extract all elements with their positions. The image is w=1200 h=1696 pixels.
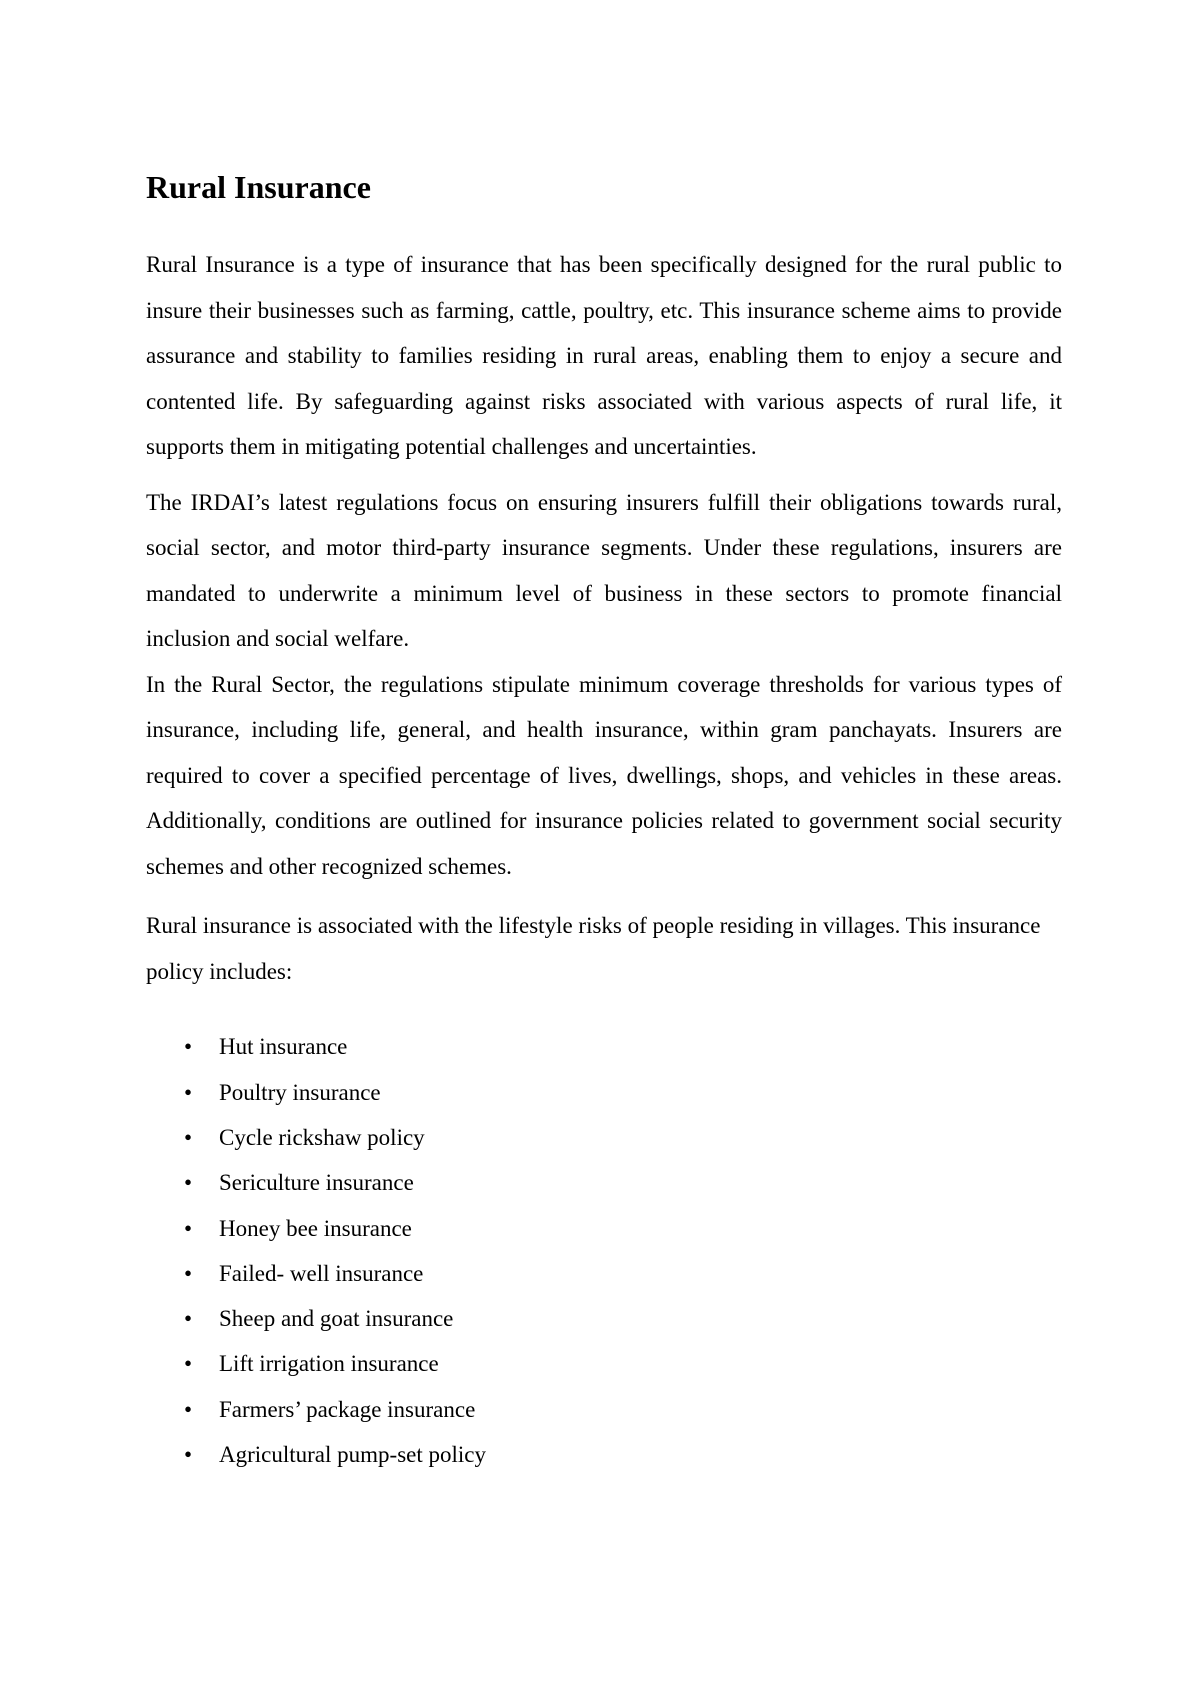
list-item <box>146 1024 1062 1069</box>
list-item <box>146 1160 1062 1205</box>
intro-paragraph: Rural Insurance is a type of insurance that has been specifically designed for the rural public to insure their businesses such as farming, cattle, poultry, etc. This insurance scheme aims to provide assurance and stability to families residing in rural areas, enabling them to enjoy a secure and contented life. By safeguarding against risks associated with various aspects of rural life, it supports them in mitigating potential challenges and uncertainties. <box>146 252 1062 460</box>
bullet-icon: • <box>184 1351 193 1377</box>
bullet-icon: • <box>184 1034 193 1060</box>
list-item <box>146 1387 1062 1432</box>
list-item <box>146 1115 1062 1160</box>
bullet-icon: • <box>184 1442 193 1468</box>
list-item <box>146 1432 1062 1477</box>
bullet-icon: • <box>184 1306 193 1332</box>
list-item-label: Cycle rickshaw policy <box>219 1124 425 1150</box>
document-page <box>146 168 1062 1477</box>
list-item-label: Honey bee insurance <box>219 1215 412 1241</box>
bullet-icon: • <box>184 1260 193 1286</box>
list-item-label: Sheep and goat insurance <box>219 1306 454 1332</box>
list-item <box>146 1070 1062 1115</box>
policy-list <box>146 1024 1062 1477</box>
list-item <box>146 1206 1062 1251</box>
regulations-paragraph: The IRDAI’s latest regulations focus on ensuring insurers fulfill their obligations towards rural, social sector, and motor third-party insurance segments. Under these regulations, insurers are mandated to underwrite a minimum level of business in these sectors to promote financial inclusion and social welfare. <box>146 489 1062 652</box>
list-item-label: Farmers’ package insurance <box>219 1396 476 1422</box>
list-item-label: Poultry insurance <box>219 1079 381 1105</box>
list-item <box>146 1296 1062 1341</box>
page-title: Rural Insurance <box>146 169 371 205</box>
list-item-label: Failed- well insurance <box>219 1260 424 1286</box>
list-item <box>146 1341 1062 1386</box>
bullet-icon: • <box>184 1215 193 1241</box>
list-item-label: Hut insurance <box>219 1034 348 1060</box>
policy-includes-paragraph: Rural insurance is associated with the lifestyle risks of people residing in villages. This insurance policy includes: <box>146 913 1041 984</box>
list-item-label: Sericulture insurance <box>219 1170 414 1196</box>
list-item-label: Agricultural pump-set policy <box>219 1442 486 1468</box>
bullet-icon: • <box>184 1396 193 1422</box>
bullet-icon: • <box>184 1079 193 1105</box>
bullet-icon: • <box>184 1170 193 1196</box>
rural-sector-paragraph: In the Rural Sector, the regulations stipulate minimum coverage thresholds for various types of insurance, including life, general, and health insurance, within gram panchayats. Insurers are required to cover a specified percentage of lives, dwellings, shops, and vehicles in these areas. Additionally, conditions are outlined for insurance policies related to government social security schemes and other recognized schemes. <box>146 671 1062 879</box>
list-item-label: Lift irrigation insurance <box>219 1351 439 1377</box>
list-item <box>146 1251 1062 1296</box>
bullet-icon: • <box>184 1124 193 1150</box>
